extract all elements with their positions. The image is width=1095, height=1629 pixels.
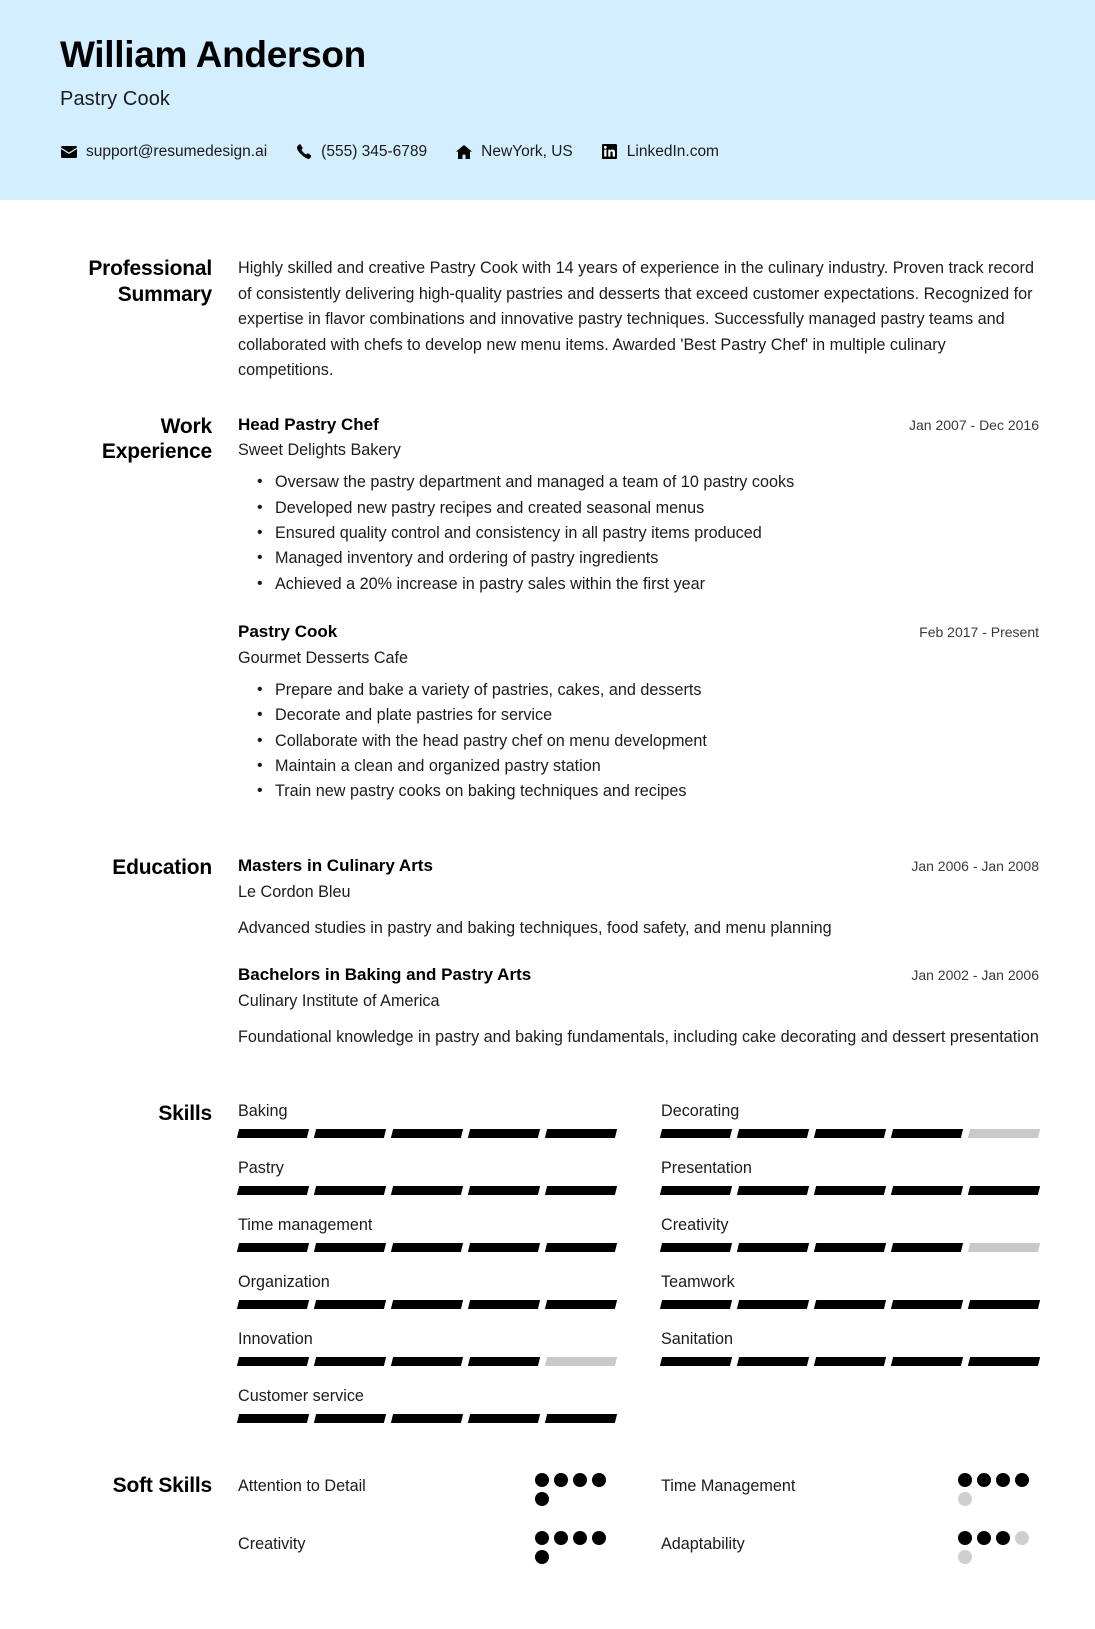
skill-level-bar xyxy=(661,1243,1039,1252)
skill-bar-segment xyxy=(968,1186,1040,1195)
soft-skill-rating xyxy=(535,1531,616,1564)
skill-name: Creativity xyxy=(661,1215,729,1234)
skill-bar-segment xyxy=(891,1129,963,1138)
experience-bullets xyxy=(238,678,1039,805)
skill-bar-segment xyxy=(391,1357,463,1366)
section-professional-summary xyxy=(60,200,1039,384)
soft-skill-name: Attention to Detail xyxy=(238,1477,366,1496)
contact-row xyxy=(60,144,1095,160)
education-description: Advanced studies in pastry and baking techniques, food safety, and menu planning xyxy=(238,919,832,938)
skill-bar-segment xyxy=(468,1414,540,1423)
soft-skills-column-left xyxy=(238,1473,616,1589)
soft-skills-column-right xyxy=(661,1473,1039,1589)
candidate-name: William Anderson xyxy=(60,34,366,75)
section-skills xyxy=(60,1053,1039,1443)
experience-bullet: • Train new pastry cooks on baking techniques and recipes xyxy=(275,779,1039,804)
rating-dot xyxy=(554,1531,568,1545)
skill-bar-segment xyxy=(314,1186,386,1195)
skill-bar-segment xyxy=(545,1414,617,1423)
skill-bar-segment xyxy=(660,1300,732,1309)
skill-bar-segment xyxy=(237,1357,309,1366)
skill-bar-segment xyxy=(468,1357,540,1366)
contact-location[interactable] xyxy=(455,144,573,160)
skill-bar-segment xyxy=(468,1300,540,1309)
skill-name: Baking xyxy=(238,1101,288,1120)
skill-bar-segment xyxy=(660,1129,732,1138)
experience-bullet: • Decorate and plate pastries for service xyxy=(275,703,1039,728)
skill-bar-segment xyxy=(814,1300,886,1309)
rating-dot xyxy=(592,1473,606,1487)
soft-skill-rating xyxy=(535,1473,616,1506)
summary-text: Highly skilled and creative Pastry Cook with 14 years of experience in the culinary industry. Proven track record of consistently delivering high-quality pastries and desserts that exceed customer expectations. Recognized for expertise in flavor combinations and innovative pastry techniques. Successfully managed pastry teams and collaborated with chefs to develop new menu items. Awarded 'Best Pastry Chef' in multiple culinary competitions. xyxy=(238,259,1034,379)
skill-item xyxy=(661,1329,1039,1366)
skill-level-bar xyxy=(238,1186,616,1195)
skill-bar-segment xyxy=(237,1129,309,1138)
soft-skill-name: Time Management xyxy=(661,1477,796,1496)
experience-date: Jan 2007 - Dec 2016 xyxy=(909,416,1039,433)
phone-icon xyxy=(295,144,313,160)
skill-name: Decorating xyxy=(661,1101,740,1120)
soft-skill-name: Creativity xyxy=(238,1535,306,1554)
education-entries xyxy=(238,855,1039,1053)
rating-dot xyxy=(996,1473,1010,1487)
skill-bar-segment xyxy=(314,1300,386,1309)
experience-date: Feb 2017 - Present xyxy=(919,624,1039,641)
skill-level-bar xyxy=(238,1414,616,1423)
skill-item xyxy=(238,1329,616,1366)
section-education xyxy=(60,807,1039,1053)
contact-email-text: support@resumedesign.ai xyxy=(86,142,268,160)
rating-dot xyxy=(573,1473,587,1487)
rating-dot xyxy=(592,1531,606,1545)
soft-skill-name: Adaptability xyxy=(661,1535,745,1554)
section-label-soft-skills: Soft Skills xyxy=(112,1474,212,1498)
skill-bar-segment xyxy=(391,1414,463,1423)
skill-bar-segment xyxy=(391,1186,463,1195)
skill-bar-segment xyxy=(391,1300,463,1309)
skill-bar-segment xyxy=(660,1357,732,1366)
skill-bar-segment xyxy=(737,1129,809,1138)
rating-dot xyxy=(535,1492,549,1506)
skill-bar-segment xyxy=(891,1357,963,1366)
skill-level-bar xyxy=(661,1300,1039,1309)
rating-dot xyxy=(535,1473,549,1487)
skill-bar-segment xyxy=(468,1243,540,1252)
skill-bar-segment xyxy=(314,1243,386,1252)
skill-bar-segment xyxy=(891,1243,963,1252)
experience-bullet: • Collaborate with the head pastry chef on menu development xyxy=(275,729,1039,754)
experience-bullet: • Developed new pastry recipes and created seasonal menus xyxy=(275,496,1039,521)
section-soft-skills xyxy=(60,1443,1039,1629)
skill-name: Teamwork xyxy=(661,1273,735,1291)
skill-bar-segment xyxy=(968,1300,1040,1309)
skill-bar-segment xyxy=(968,1129,1040,1138)
soft-skill-rating xyxy=(958,1531,1039,1564)
skill-item xyxy=(238,1386,616,1423)
skill-bar-segment xyxy=(545,1129,617,1138)
education-institution: Culinary Institute of America xyxy=(238,991,440,1010)
skill-bar-segment xyxy=(737,1357,809,1366)
skill-bar-segment xyxy=(391,1243,463,1252)
skill-name: Presentation xyxy=(661,1158,752,1177)
skill-bar-segment xyxy=(814,1186,886,1195)
skill-bar-segment xyxy=(545,1243,617,1252)
experience-bullet: • Achieved a 20% increase in pastry sales within the first year xyxy=(275,572,1039,597)
skill-item xyxy=(238,1101,616,1138)
contact-phone-text: (555) 345-6789 xyxy=(321,142,428,160)
skill-level-bar xyxy=(661,1357,1039,1366)
rating-dot xyxy=(573,1531,587,1545)
skill-bar-segment xyxy=(237,1300,309,1309)
skill-item xyxy=(238,1158,616,1195)
skill-item xyxy=(661,1272,1039,1309)
skill-bar-segment xyxy=(237,1186,309,1195)
education-degree: Bachelors in Baking and Pastry Arts xyxy=(238,964,532,984)
skill-name: Sanitation xyxy=(661,1330,733,1349)
contact-linkedin[interactable] xyxy=(601,144,719,160)
section-label-education: Education xyxy=(112,855,212,879)
skill-bar-segment xyxy=(660,1243,732,1252)
skill-item xyxy=(238,1272,616,1309)
rating-dot xyxy=(1015,1531,1029,1545)
skill-item xyxy=(661,1158,1039,1195)
section-label-experience: Work Experience xyxy=(101,414,212,464)
skill-item xyxy=(661,1215,1039,1252)
skill-bar-segment xyxy=(737,1300,809,1309)
rating-dot xyxy=(977,1531,991,1545)
skill-bar-segment xyxy=(314,1414,386,1423)
experience-bullet: • Ensured quality control and consistency in all pastry items produced xyxy=(275,521,1039,546)
rating-dot xyxy=(554,1473,568,1487)
contact-phone[interactable] xyxy=(295,144,427,160)
section-label-summary: Professional Summary xyxy=(88,257,212,306)
skill-item xyxy=(238,1215,616,1252)
skill-name: Organization xyxy=(238,1273,330,1291)
contact-location-text: NewYork, US xyxy=(481,142,573,160)
resume-header xyxy=(0,0,1095,200)
skill-bar-segment xyxy=(737,1186,809,1195)
skill-bar-segment xyxy=(237,1414,309,1423)
experience-entry xyxy=(238,414,1039,598)
home-icon xyxy=(455,144,473,160)
skill-name: Innovation xyxy=(238,1330,313,1349)
email-icon xyxy=(60,144,78,160)
experience-title: Head Pastry Chef xyxy=(238,414,379,434)
skill-bar-segment xyxy=(968,1243,1040,1252)
skill-bar-segment xyxy=(814,1243,886,1252)
skills-column-left xyxy=(238,1101,616,1443)
skill-item xyxy=(661,1101,1039,1138)
rating-dot xyxy=(996,1531,1010,1545)
experience-bullet: • Managed inventory and ordering of pastry ingredients xyxy=(275,546,1039,571)
skill-bar-segment xyxy=(814,1357,886,1366)
education-date: Jan 2002 - Jan 2006 xyxy=(911,966,1039,983)
experience-entry xyxy=(238,621,1039,805)
contact-email[interactable] xyxy=(60,144,267,160)
education-date: Jan 2006 - Jan 2008 xyxy=(911,857,1039,874)
skill-bar-segment xyxy=(314,1129,386,1138)
rating-dot xyxy=(958,1473,972,1487)
skill-bar-segment xyxy=(545,1186,617,1195)
skill-bar-segment xyxy=(314,1357,386,1366)
rating-dot xyxy=(958,1531,972,1545)
experience-entries xyxy=(238,414,1039,807)
skills-column-right xyxy=(661,1101,1039,1443)
soft-skill-item xyxy=(238,1531,616,1575)
education-entry xyxy=(238,855,1039,942)
skill-level-bar xyxy=(238,1243,616,1252)
education-description: Foundational knowledge in pastry and baking fundamentals, including cake decorating and dessert presentation xyxy=(238,1028,1039,1047)
skill-bar-segment xyxy=(968,1357,1040,1366)
experience-bullet: • Prepare and bake a variety of pastries, cakes, and desserts xyxy=(275,678,1039,703)
skill-bar-segment xyxy=(468,1129,540,1138)
experience-organization: Gourmet Desserts Cafe xyxy=(238,649,409,668)
skill-bar-segment xyxy=(391,1129,463,1138)
skill-bar-segment xyxy=(891,1300,963,1309)
skill-level-bar xyxy=(661,1186,1039,1195)
rating-dot xyxy=(958,1492,972,1506)
skill-bar-segment xyxy=(737,1243,809,1252)
resume-body xyxy=(0,200,1095,1629)
experience-title: Pastry Cook xyxy=(238,622,338,642)
section-label-skills: Skills xyxy=(158,1101,212,1125)
rating-dot xyxy=(1015,1473,1029,1487)
skill-bar-segment xyxy=(545,1357,617,1366)
soft-skill-item xyxy=(661,1531,1039,1575)
skill-bar-segment xyxy=(468,1186,540,1195)
skill-level-bar xyxy=(238,1300,616,1309)
experience-bullets xyxy=(238,470,1039,597)
skill-bar-segment xyxy=(660,1186,732,1195)
skill-name: Time management xyxy=(238,1215,373,1234)
education-institution: Le Cordon Bleu xyxy=(238,882,351,901)
rating-dot xyxy=(977,1473,991,1487)
rating-dot xyxy=(958,1550,972,1564)
soft-skill-item xyxy=(661,1473,1039,1517)
soft-skill-item xyxy=(238,1473,616,1517)
rating-dot xyxy=(535,1531,549,1545)
skill-level-bar xyxy=(238,1357,616,1366)
rating-dot xyxy=(535,1550,549,1564)
skill-name: Pastry xyxy=(238,1158,284,1177)
soft-skill-rating xyxy=(958,1473,1039,1506)
experience-bullet: • Maintain a clean and organized pastry station xyxy=(275,754,1039,779)
skill-level-bar xyxy=(238,1129,616,1138)
skill-bar-segment xyxy=(545,1300,617,1309)
skill-bar-segment xyxy=(237,1243,309,1252)
contact-linkedin-text: LinkedIn.com xyxy=(626,142,719,160)
skill-bar-segment xyxy=(814,1129,886,1138)
experience-bullet: • Oversaw the pastry department and managed a team of 10 pastry cooks xyxy=(275,470,1039,495)
education-entry xyxy=(238,964,1039,1051)
linkedin-icon xyxy=(601,144,619,160)
skill-bar-segment xyxy=(891,1186,963,1195)
section-work-experience xyxy=(60,384,1039,807)
skill-level-bar xyxy=(661,1129,1039,1138)
skill-name: Customer service xyxy=(238,1387,364,1406)
candidate-job-title: Pastry Cook xyxy=(60,87,171,110)
education-degree: Masters in Culinary Arts xyxy=(238,855,433,875)
experience-organization: Sweet Delights Bakery xyxy=(238,441,401,460)
